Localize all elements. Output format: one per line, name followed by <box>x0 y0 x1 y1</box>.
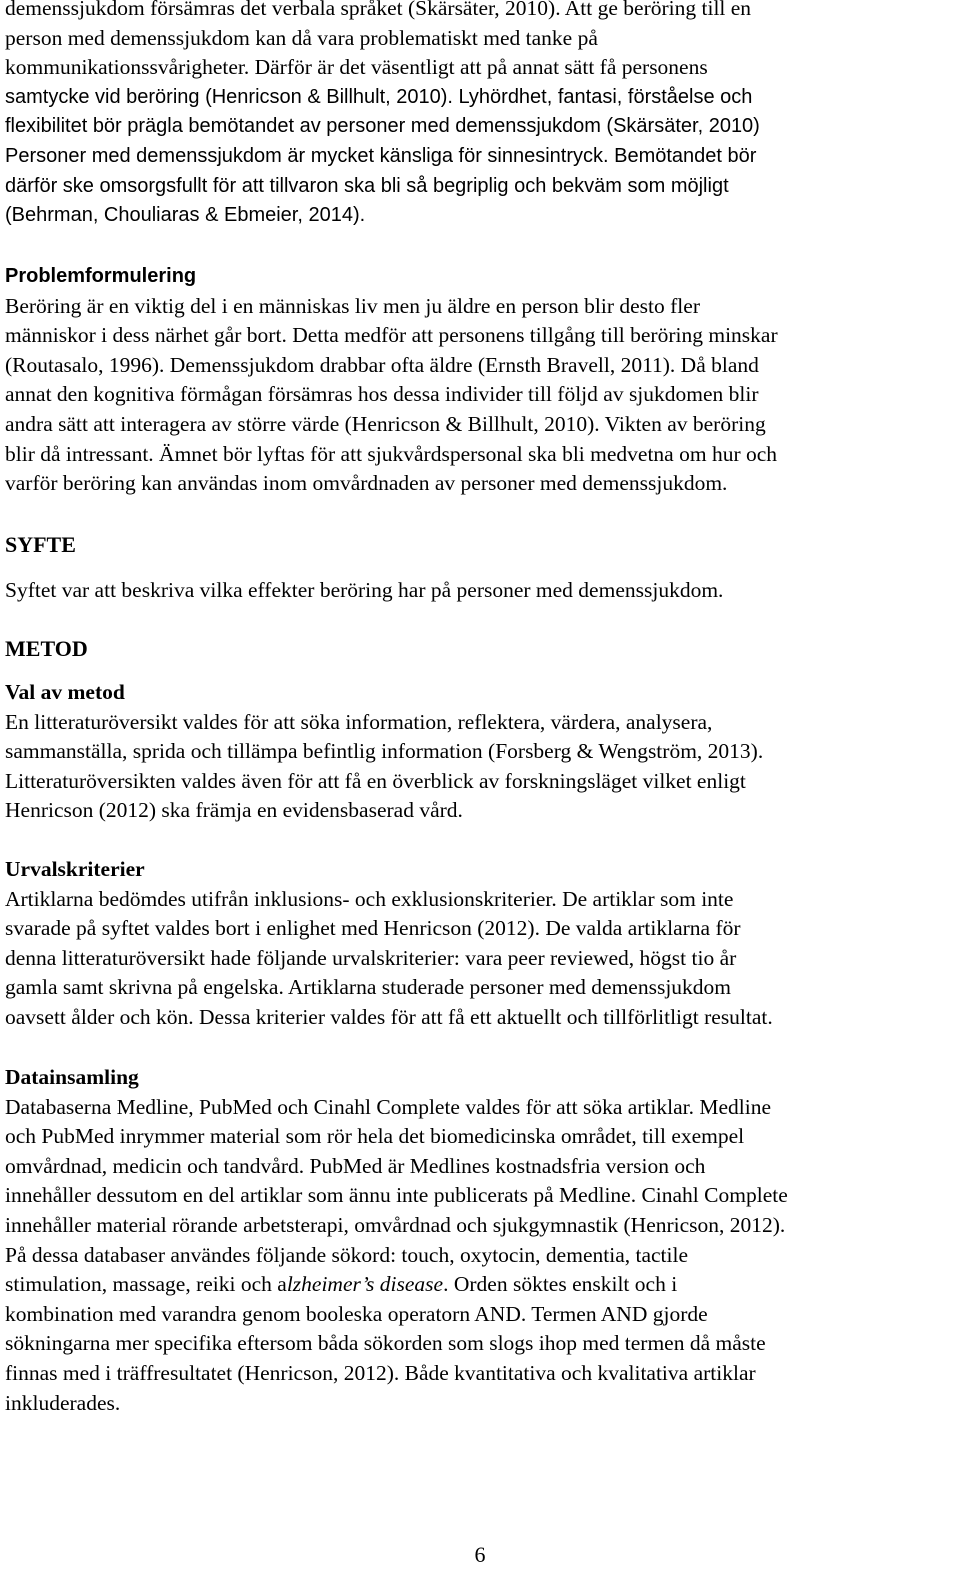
text-line: andra sätt att interagera av större värde (Henricson & Billhult, 2010). Vikten av beröring <box>5 411 766 436</box>
syfte-paragraph <box>5 576 955 606</box>
text-line: samtycke vid beröring (Henricson & Billhult, 2010). Lyhördhet, fantasi, förståelse och <box>5 85 753 108</box>
text-line: sökningarna mer specifika eftersom båda sökorden som slogs ihop med termen då måste <box>5 1331 766 1356</box>
syfte-section <box>5 530 955 560</box>
text-line: gamla samt skrivna på engelska. Artiklarna studerade personer med demenssjukdom <box>5 975 732 1000</box>
text-line: och PubMed inrymmer material som rör hela det biomedicinska området, till exempel <box>5 1124 745 1149</box>
text-line: Litteraturöversikten valdes även för att få en överblick av forskningsläget vilket enligt <box>5 768 746 793</box>
text-line: Personer med demenssjukdom är mycket känsliga för sinnesintryck. Bemötandet bör <box>5 144 757 167</box>
metod-section <box>5 634 955 664</box>
text-line: innehåller material rörande arbetsterapi, omvårdnad och sjukgymnastik (Henricson, 2012). <box>5 1212 786 1237</box>
text-line: Databaserna Medline, PubMed och Cinahl Complete valdes för att söka artiklar. Medline <box>5 1094 772 1119</box>
section-heading: SYFTE <box>5 532 76 557</box>
text-line: kommunikationssvårigheter. Därför är det väsentligt att på annat sätt få personens <box>5 55 708 80</box>
datainsamling-section <box>5 1063 955 1418</box>
text-line: innehåller dessutom en del artiklar som ännu inte publicerats på Medline. Cinahl Complete <box>5 1183 788 1208</box>
subsection-heading: Urvalskriterier <box>5 857 145 881</box>
text-line: därför ske omsorgsfullt för att tillvaron ska bli så begriplig och bekväm som möjligt <box>5 174 729 197</box>
text-line: finnas med i träffresultatet (Henricson, 2012). Både kvantitativa och kvalitativa artiklar <box>5 1360 756 1385</box>
text-line: kombination med varandra genom booleska operatorn AND. Termen AND gjorde <box>5 1301 708 1326</box>
text-line: Henricson (2012) ska främja en evidensbaserad vård. <box>5 798 463 823</box>
text-line: (Routasalo, 1996). Demenssjukdom drabbar ofta äldre (Ernsth Bravell, 2011). Då bland <box>5 352 759 377</box>
section-heading: METOD <box>5 636 88 661</box>
text-line: En litteraturöversikt valdes för att söka information, reflektera, värdera, analysera, <box>5 709 713 734</box>
intro-paragraph <box>5 0 955 231</box>
text-line: På dessa databaser användes följande sökord: touch, oxytocin, dementia, tactile <box>5 1242 689 1267</box>
text-line: Syftet var att beskriva vilka effekter beröring har på personer med demenssjukdom. <box>5 578 724 602</box>
text-line: oavsett ålder och kön. Dessa kriterier valdes för att få ett aktuellt och tillförlitligt resultat. <box>5 1004 773 1029</box>
text-line: Beröring är en viktig del i en människas liv men ju äldre en person blir desto fler <box>5 293 700 318</box>
section-heading: Problemformulering <box>5 265 197 287</box>
text-line: svarade på syftet valdes bort i enlighet med Henricson (2012). De valda artiklarna för <box>5 916 741 941</box>
subsection-heading: Val av metod <box>5 680 125 704</box>
text-line: sammanställa, sprida och tillämpa befintlig information (Forsberg & Wengström, 2013). <box>5 739 764 764</box>
text-line: (Behrman, Chouliaras & Ebmeier, 2014). <box>5 204 366 227</box>
text-line: denna litteraturöversikt hade följande urvalskriterier: vara peer reviewed, högst tio år <box>5 945 737 970</box>
text-line: inkluderades. <box>5 1390 121 1415</box>
val-av-metod-section <box>5 678 955 826</box>
urvalskriterier-section <box>5 855 955 1033</box>
text-segment: . Orden söktes enskilt och i <box>443 1272 678 1297</box>
subsection-heading: Datainsamling <box>5 1065 139 1089</box>
text-line: Artiklarna bedömdes utifrån inklusions- och exklusionskriterier. De artiklar som inte <box>5 886 734 911</box>
text-line: blir då intressant. Ämnet bör lyftas för att sjukvårdspersonal ska bli medvetna om hur och <box>5 441 778 466</box>
text-line: flexibilitet bör prägla bemötandet av personer med demenssjukdom (Skärsäter, 2010) <box>5 115 760 138</box>
text-line: annat den kognitiva förmågan försämras hos dessa individer till följd av sjukdomen blir <box>5 382 759 407</box>
problem-section <box>5 262 955 499</box>
text-line: person med demenssjukdom kan då vara problematiskt med tanke på <box>5 25 598 50</box>
text-line: omvårdnad, medicin och tandvård. PubMed är Medlines kostnadsfria version och <box>5 1153 706 1178</box>
text-line: människor i dess närhet går bort. Detta medför att personens tillgång till beröring minskar <box>5 323 778 348</box>
text-line <box>5 1270 955 1300</box>
page-number: 6 <box>474 1542 486 1567</box>
text-line: demenssjukdom försämras det verbala språket (Skärsäter, 2010). Att ge beröring till en <box>5 0 752 20</box>
text-line: varför beröring kan användas inom omvårdnaden av personer med demenssjukdom. <box>5 471 728 496</box>
text-segment: stimulation, massage, reiki och a <box>5 1272 287 1297</box>
italic-term: lzheimer’s disease <box>286 1272 444 1297</box>
